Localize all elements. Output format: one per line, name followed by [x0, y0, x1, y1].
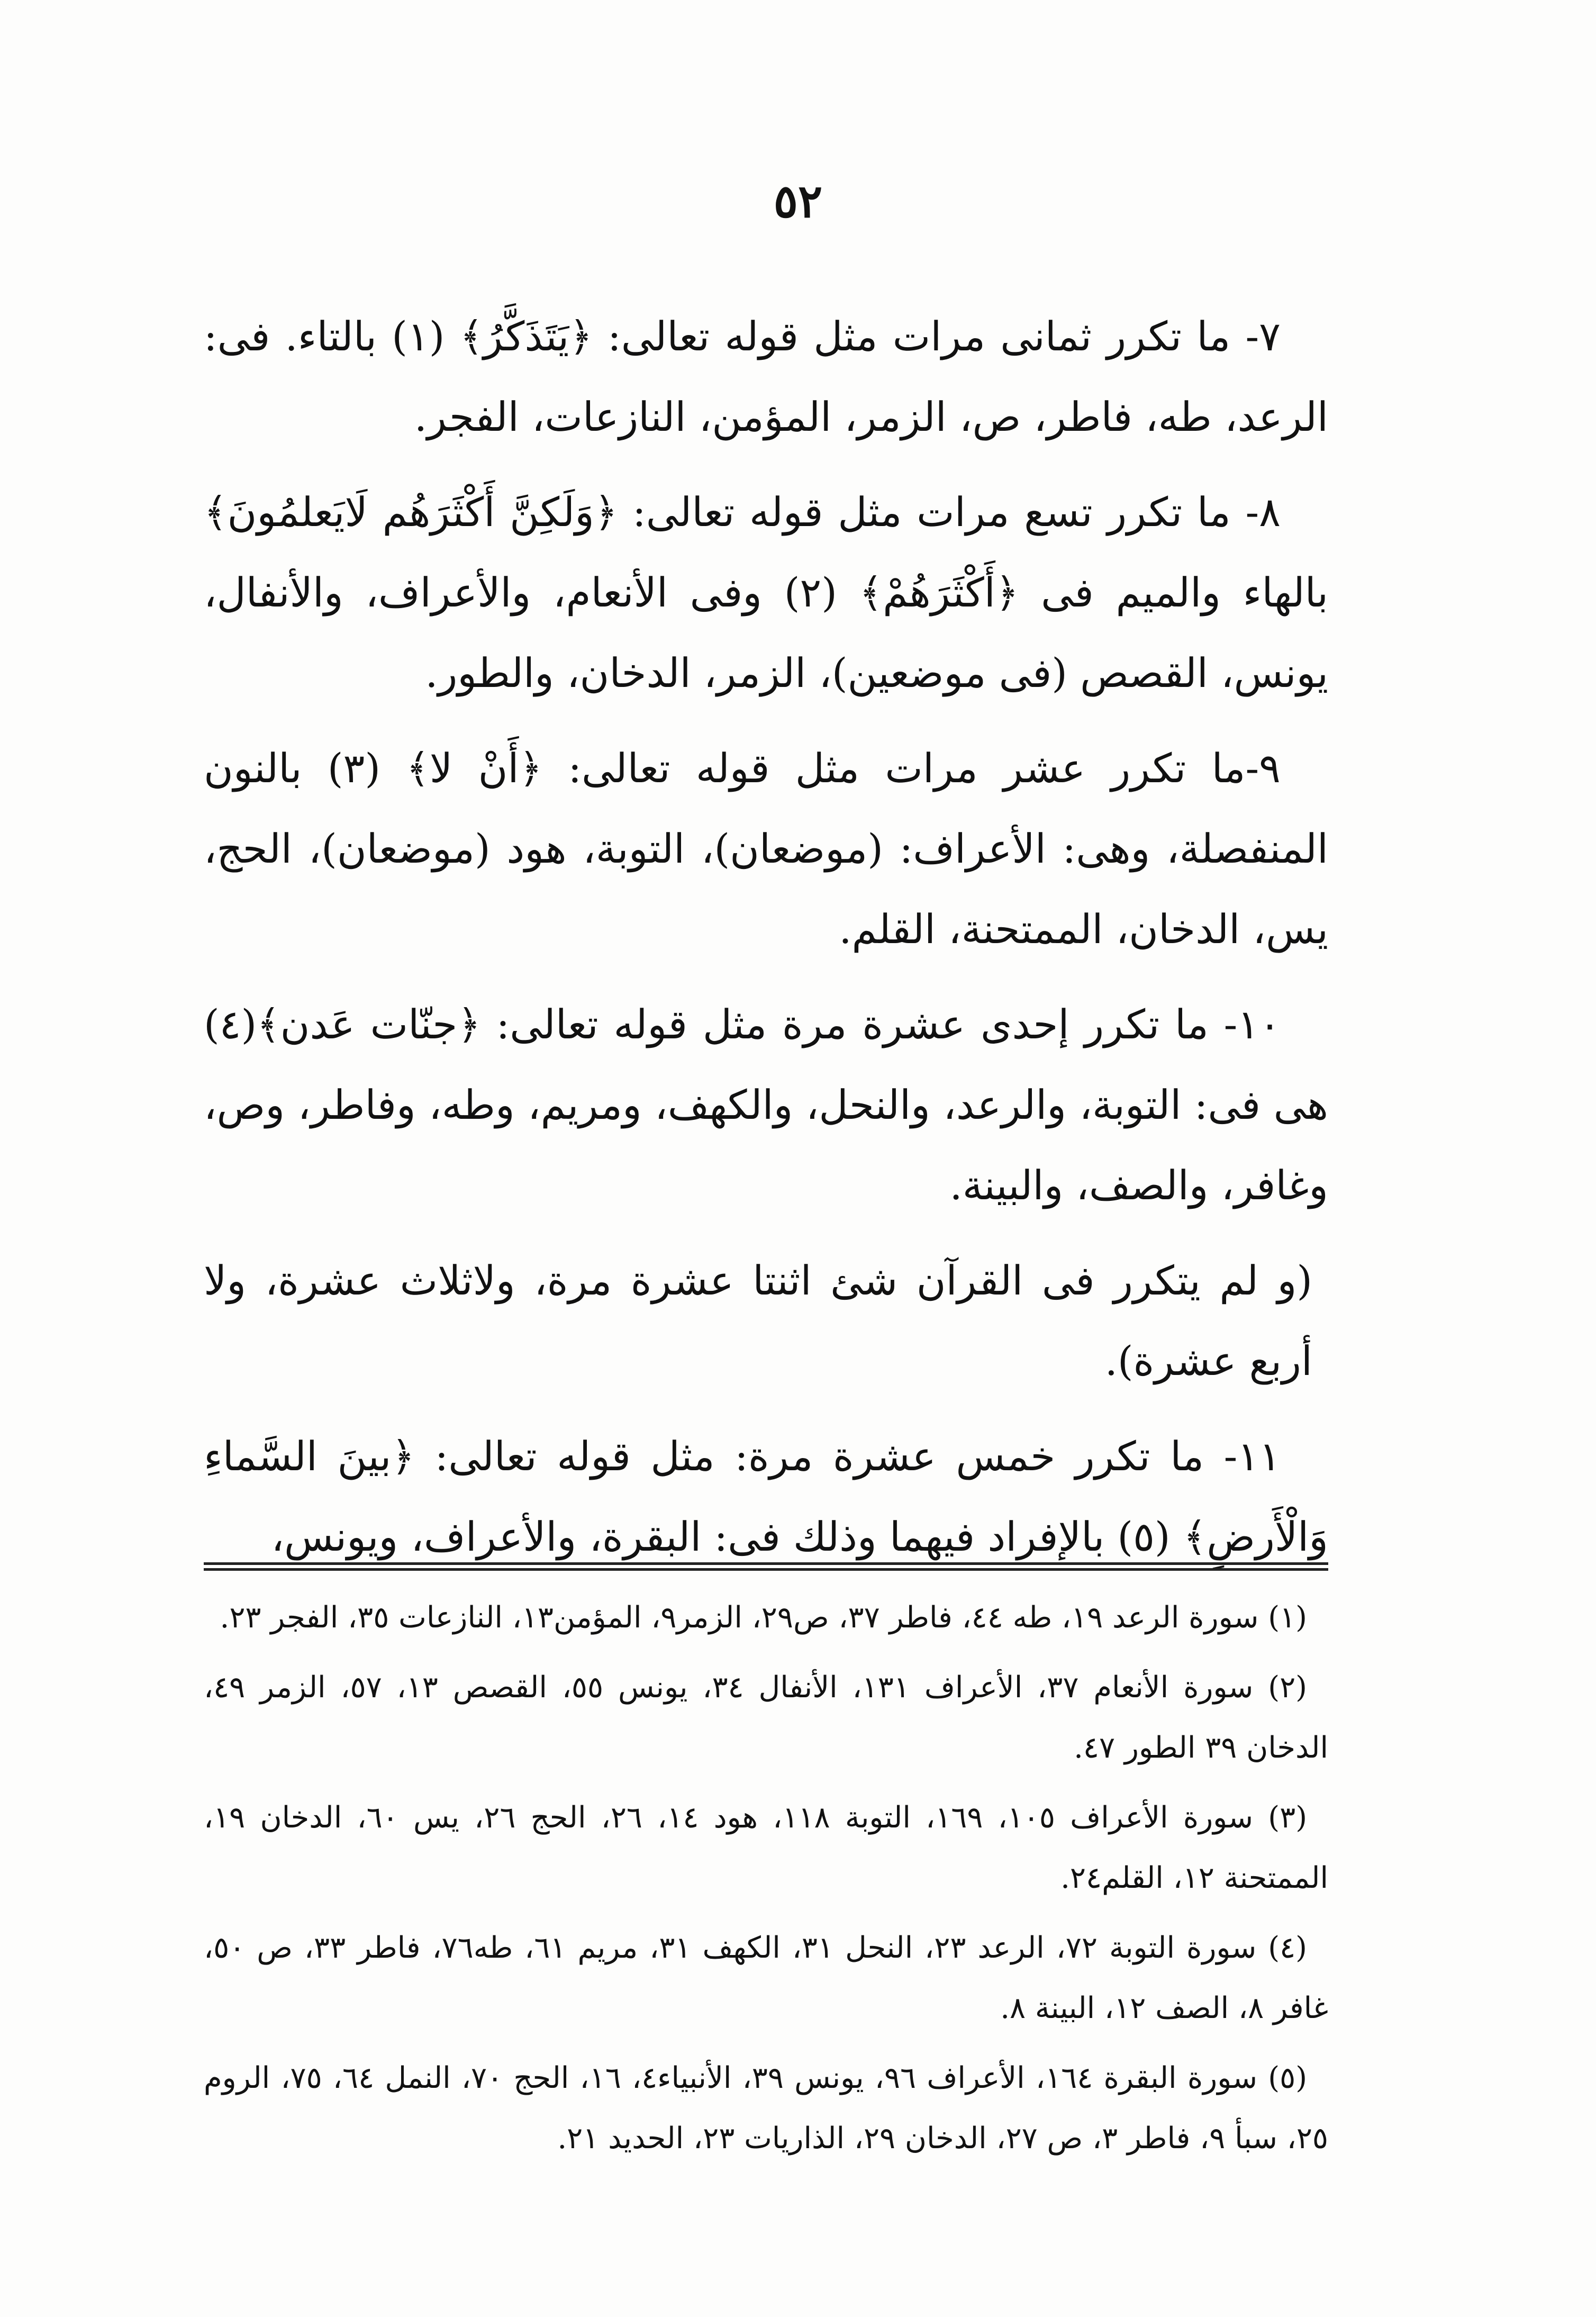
footnote-2: (٢) سورة الأنعام ٣٧، الأعراف ١٣١، الأنفال ٣٤، يونس ٥٥، القصص ١٣، ٥٧، الزمر ٤٩، الدخان ٣٩ الطور ٤٧.: [204, 1670, 1328, 1765]
footnotes: [204, 1588, 1328, 2178]
main-text: [204, 296, 1328, 1592]
footnote-1: (١) سورة الرعد ١٩، طه ٤٤، فاطر ٣٧، ص٢٩، الزمر٩، المؤمن١٣، النازعات ٣٥، الفجر ٢٣.: [220, 1600, 1307, 1635]
footnote-5: (٥) سورة البقرة ١٦٤، الأعراف ٩٦، يونس ٣٩، الأنبياء٤، ١٦، الحج ٧٠، النمل ٦٤، ٧٥، الروم ٢٥، سبأ ٩، فاطر ٣، ص ٢٧، الدخان ٢٩، الذاريات ٢٣، الحديد ٢١.: [204, 2061, 1328, 2156]
paragraph-9: ٩-ما تكرر عشر مرات مثل قوله تعالى: ﴿أَنْ لا﴾ (٣) بالنون المنفصلة، وهى: الأعراف: (موضعان)، التوبة، هود (موضعان)، الحج، يس، الدخان، الممتحنة، القلم.: [204, 745, 1328, 953]
parenthetical-note: (و لم يتكرر فى القرآن شئ اثنتا عشرة مرة، ولاثلاث عشرة، ولا أربع عشرة).: [204, 1257, 1312, 1384]
footnote-3: (٣) سورة الأعراف ١٠٥، ١٦٩، التوبة ١١٨، هود ١٤، ٢٦، الحج ٢٦، يس ٦٠، الدخان ١٩، الممتحنة ١٢، القلم٢٤.: [204, 1800, 1328, 1895]
paragraph-7: ٧- ما تكرر ثمانى مرات مثل قوله تعالى: ﴿يَتَذَكَّرُ﴾ (١) بالتاء. فى: الرعد، طه، فاطر، ص، الزمر، المؤمن، النازعات، الفجر.: [204, 313, 1328, 440]
paragraph-8: ٨- ما تكرر تسع مرات مثل قوله تعالى: ﴿وَلَكِنَّ أَكْثَرَهُم لَايَعلمُونَ﴾ بالهاء والميم فى ﴿أَكْثَرَهُمْ﴾ (٢) وفى الأنعام، والأعراف، والأنفال، يونس، القصص (فى موضعين)، الزمر، الدخان، والطور.: [204, 488, 1328, 696]
page-number: ٥٢: [773, 175, 823, 228]
footnote-4: (٤) سورة التوبة ٧٢، الرعد ٢٣، النحل ٣١، الكهف ٣١، مريم ٦١، طه٧٦، فاطر ٣٣، ص ٥٠، غافر ٨، الصف ١٢، البينة ٨.: [204, 1931, 1328, 2025]
paragraph-10: ١٠- ما تكرر إحدى عشرة مرة مثل قوله تعالى: ﴿جنّات عَدن﴾(٤) هى فى: التوبة، والرعد، والنحل، والكهف، ومريم، وطه، وفاطر، وص، وغافر، والصف، والبينة.: [204, 1001, 1328, 1209]
footnote-divider: [204, 1562, 1328, 1571]
paragraph-11: ١١- ما تكرر خمس عشرة مرة: مثل قوله تعالى: ﴿بينَ السَّماءِ وَالْأَرضِ﴾ (٥) بالإفراد فيهما وذلك فى: البقرة، والأعراف، ويونس،: [204, 1433, 1328, 1560]
